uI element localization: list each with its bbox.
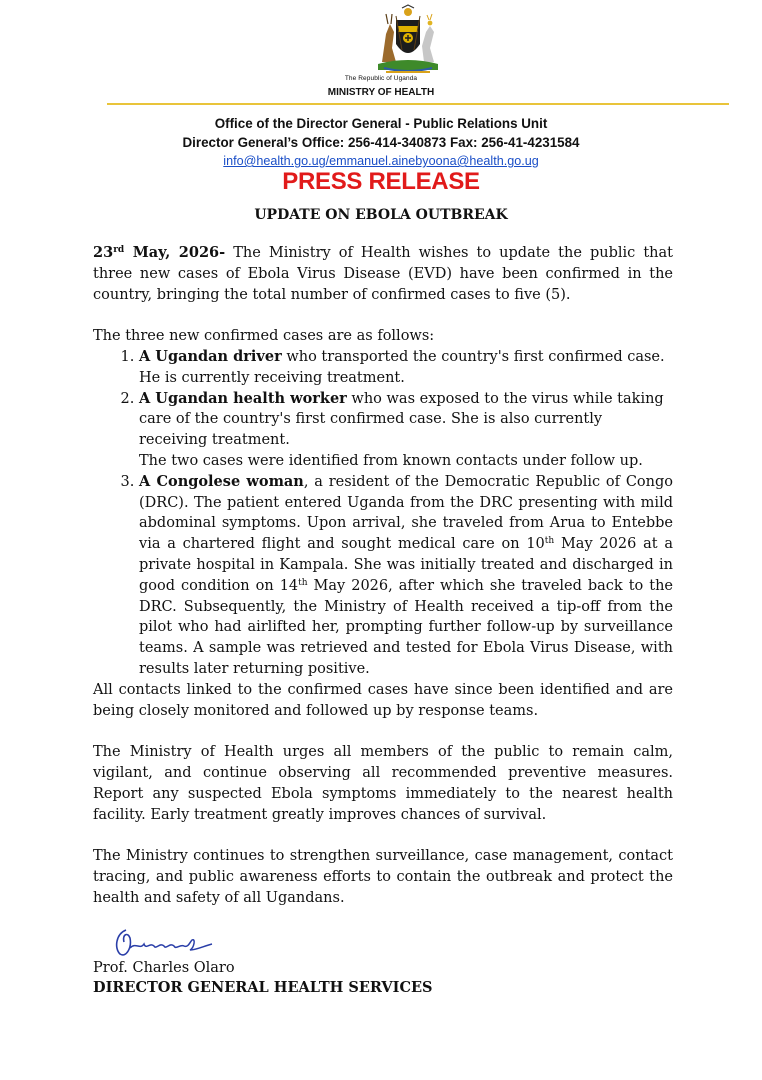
contacts-line: Director General’s Office: 256-414-340873 Fax: 256-41-4231584 [182,135,580,150]
office-contacts-block [0,114,762,171]
intro-paragraph: 23rd May, 2026- The Ministry of Health wishes to update the public that three new cases of Ebola Virus Disease (EVD) have been confirmed in the country, bringing the total number of confirmed cases to five (5). [93,244,673,303]
email-links[interactable]: info@health.go.ug/emmanuel.ainebyoona@health.go.ug [223,154,539,168]
signatory-block [93,959,433,997]
signature-icon [112,924,224,964]
uganda-coat-of-arms-icon [372,4,444,76]
cases-list-continued [93,472,673,680]
office-line: Office of the Director General - Public Relations Unit [214,116,548,131]
letterhead-divider [107,103,729,105]
signatory-title: DIRECTOR GENERAL HEALTH SERVICES [93,979,433,996]
ministry-of-health-label: MINISTRY OF HEALTH [327,87,435,98]
contacts-note: The two cases were identified from known contacts under follow up. [139,452,643,469]
date: 23rd May, 2026- [93,244,226,261]
list-item: 2. A Ugandan health worker who was exposed to the virus while taking care of the country's first confirmed case. She is also currently receiving treatment. [139,389,673,451]
cases-list [93,347,673,451]
contacts-paragraph: All contacts linked to the confirmed cases have since been identified and are being closely monitored and followed up by response teams. [93,681,673,719]
signatory-name: Prof. Charles Olaro [93,960,235,976]
republic-of-uganda-label: The Republic of Uganda [344,75,418,82]
strengthen-paragraph: The Ministry continues to strengthen surveillance, case management, contact tracing, and public awareness efforts to contain the outbreak and protect the health and safety of all Ugandans. [93,848,673,906]
press-release-title: PRESS RELEASE [282,168,480,195]
headline: UPDATE ON EBOLA OUTBREAK [254,207,508,223]
list-item: 3. A Congolese woman, a resident of the Democratic Republic of Congo (DRC). The patient entered Uganda from the DRC presenting with mild abdominal symptoms. Upon arrival, she traveled from Arua to Entebbe via a chartered flight and sought medical care on 10th May 2026 at a private hospital in Kampala. She was initially treated and discharged in good condition on 14th May 2026, after which she traveled back to the DRC. Subsequently, the Ministry of Health received a tip-off from the pilot who had airlifted her, prompting further follow-up by surveillance teams. A sample was retrieved and tested for Ebola Virus Disease, with results later returning positive. [139,472,673,680]
list-item: 1. A Ugandan driver who transported the country's first confirmed case. He is currently receiving treatment. [139,347,673,389]
list-intro: The three new confirmed cases are as follows: [93,328,435,345]
release-body [93,243,673,909]
urge-paragraph: The Ministry of Health urges all members of the public to remain calm, vigilant, and continue observing all recommended preventive measures. Report any suspected Ebola symptoms immediately to the nearest health facility. Early treatment greatly improves chances of survival. [93,744,673,823]
